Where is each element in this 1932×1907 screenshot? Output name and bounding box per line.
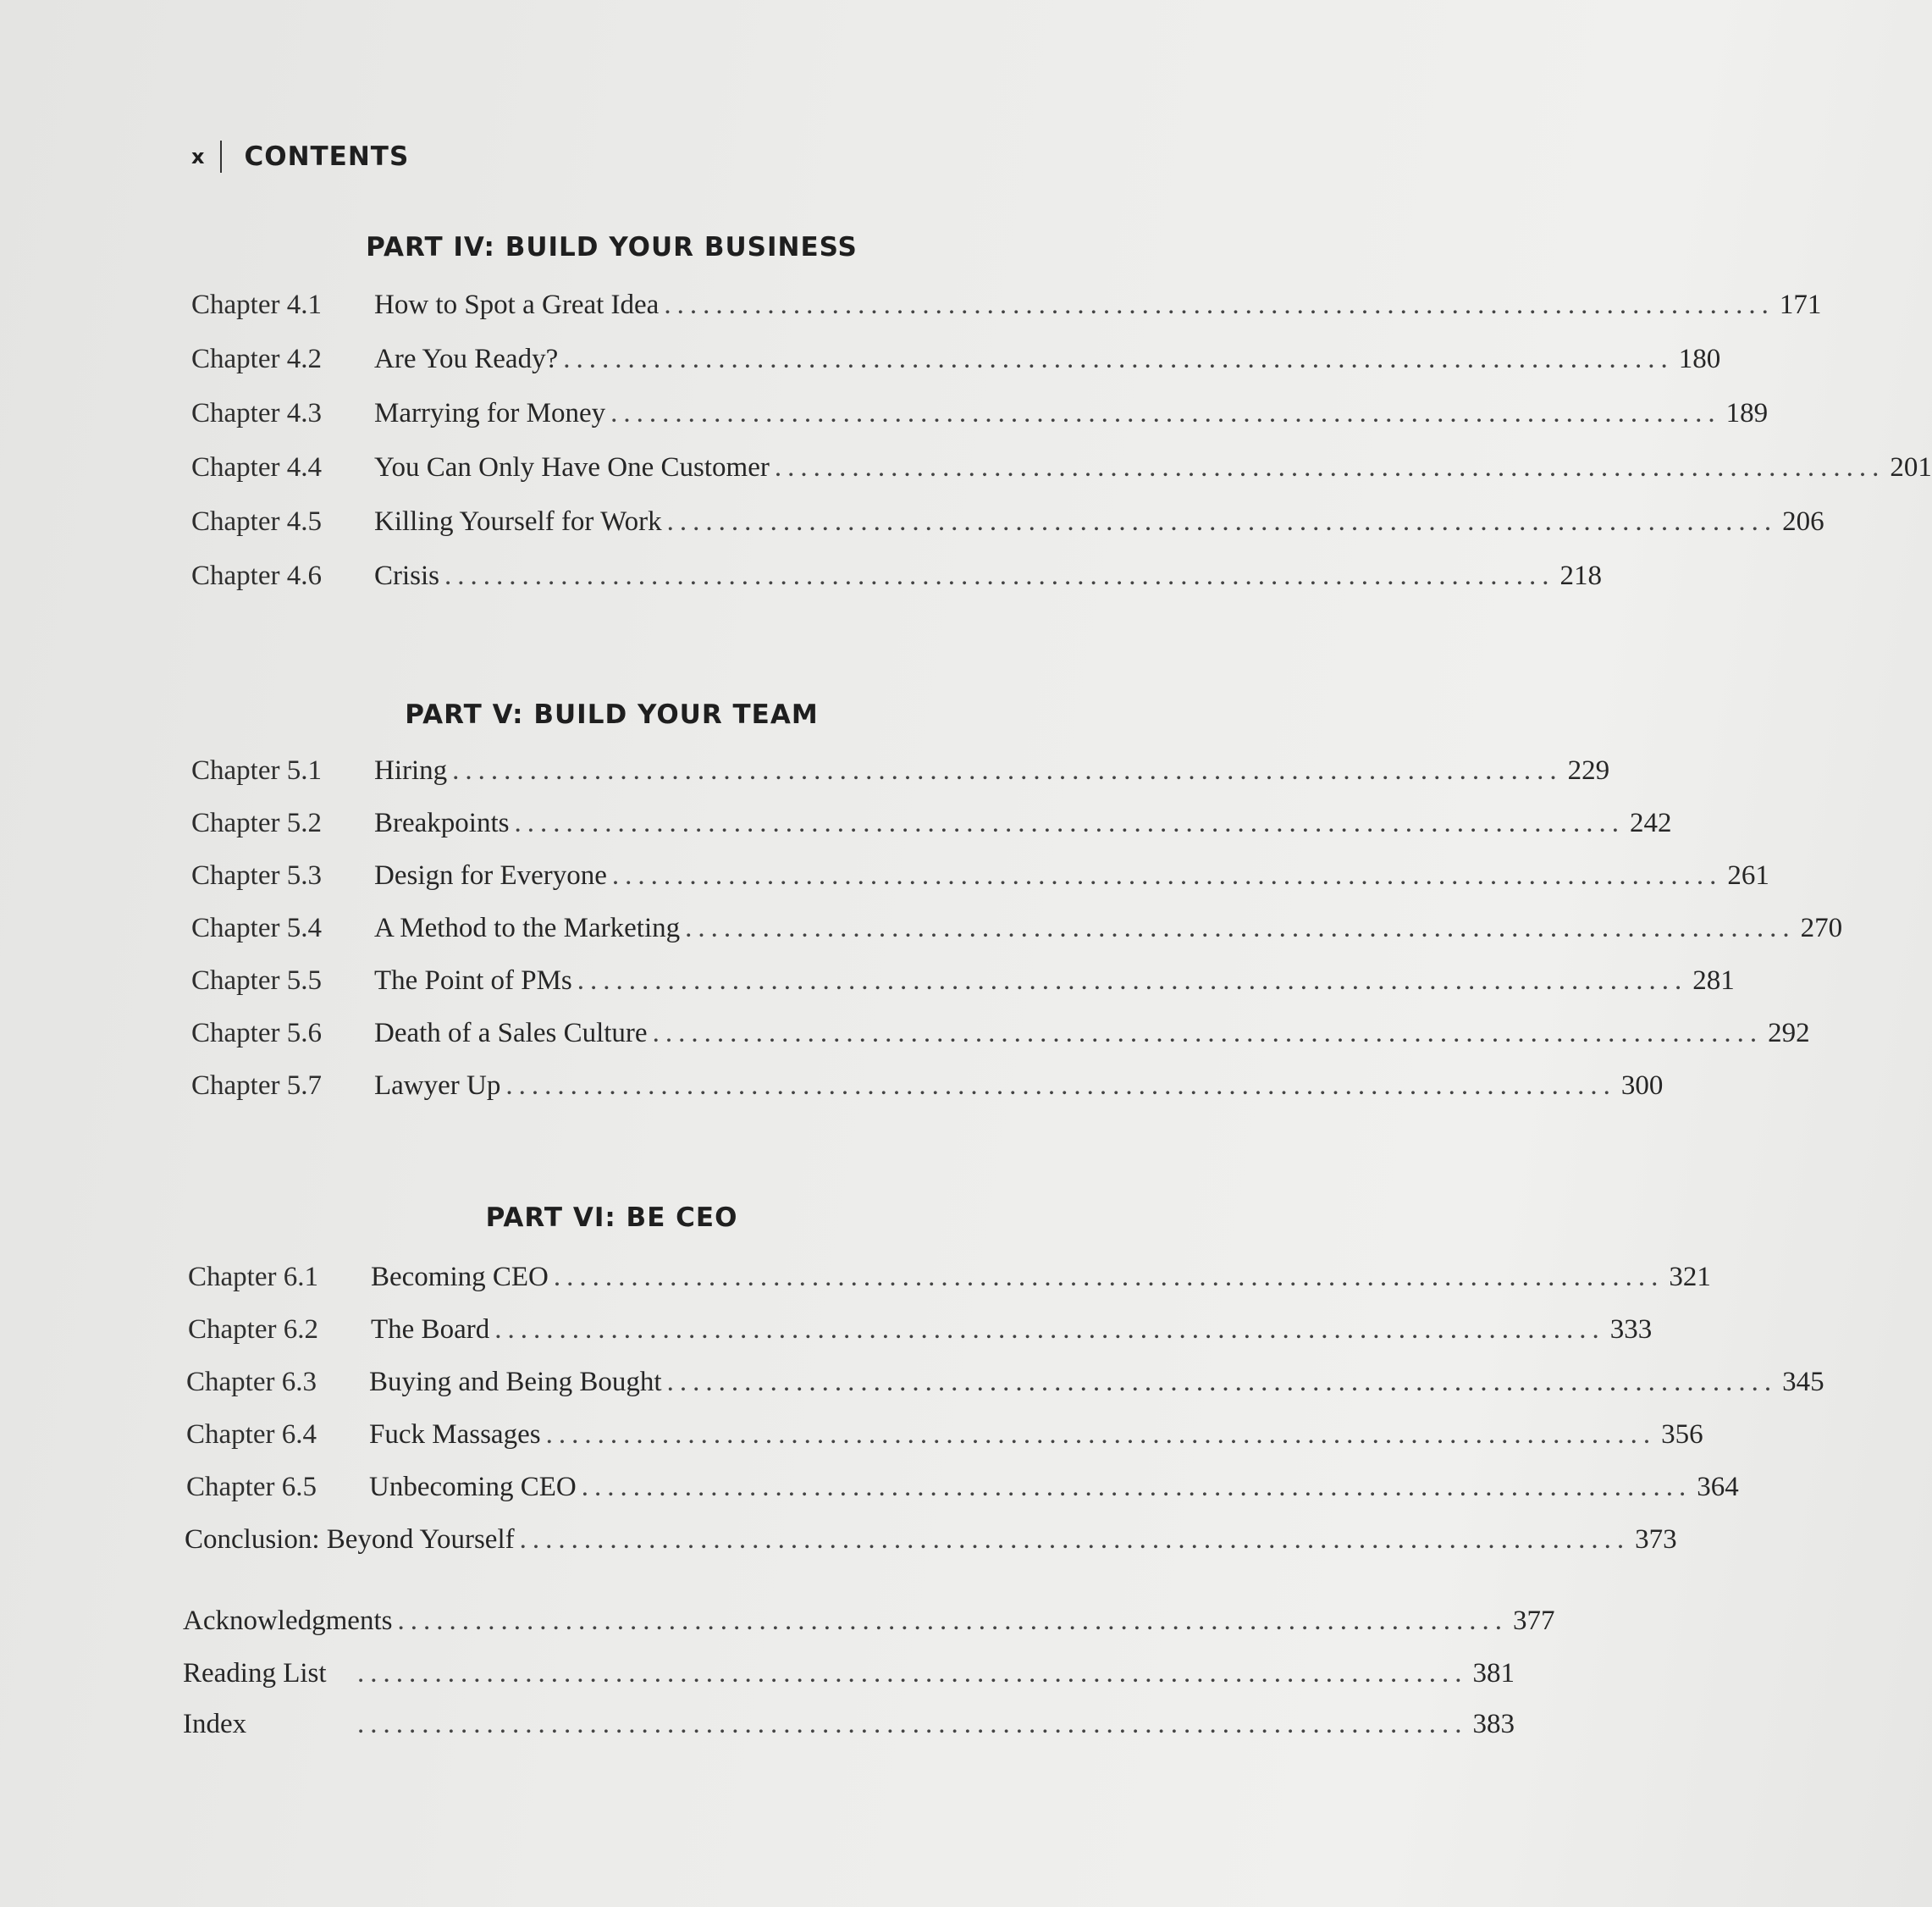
chapter-title: How to Spot a Great Idea — [374, 290, 660, 320]
chapter-title: Killing Yourself for Work — [374, 506, 662, 537]
toc-entry-reading-list[interactable] — [183, 1658, 1515, 1697]
toc-entry[interactable] — [188, 1262, 1711, 1301]
toc-entry[interactable] — [191, 398, 1769, 437]
chapter-title: Lawyer Up — [374, 1070, 501, 1101]
page-number: 383 — [1472, 1709, 1515, 1739]
dot-leader: ...................................................................................... — [397, 1606, 1508, 1636]
chapter-title: The Board — [371, 1314, 490, 1345]
chapter-number: Chapter 5.1 — [191, 755, 322, 786]
page-number: 171 — [1779, 290, 1822, 320]
dot-leader: ...................................................................................... — [553, 1262, 1664, 1292]
part-4-title: PART IV: BUILD YOUR BUSINESS — [366, 232, 858, 263]
chapter-number: Chapter 5.4 — [191, 913, 322, 943]
toc-entry[interactable] — [191, 913, 1843, 952]
toc-entry[interactable] — [191, 290, 1822, 329]
page-title: CONTENTS — [244, 141, 410, 172]
page-number: 321 — [1669, 1262, 1711, 1292]
running-head — [191, 141, 409, 173]
dot-leader: ...................................................................................... — [452, 755, 1563, 786]
page-number: 201 — [1890, 452, 1932, 483]
dot-leader: ...................................................................................... — [494, 1314, 1605, 1345]
back-matter-title: Index — [183, 1709, 247, 1739]
dot-leader: ...................................................................................... — [505, 1070, 1616, 1101]
back-matter-title: Acknowledgments — [183, 1606, 393, 1636]
chapter-number: Chapter 6.3 — [186, 1367, 317, 1397]
page-number: 377 — [1512, 1606, 1555, 1636]
chapter-number: Chapter 5.3 — [191, 860, 322, 891]
page-number: 373 — [1635, 1524, 1677, 1555]
toc-entry[interactable] — [191, 452, 1932, 491]
toc-entry[interactable] — [191, 860, 1769, 899]
back-matter-title: Reading List — [183, 1658, 327, 1689]
dot-leader: ...................................................................................... — [666, 506, 1778, 537]
dot-leader: ...................................................................................... — [610, 398, 1721, 428]
chapter-title: Unbecoming CEO — [369, 1472, 577, 1502]
chapter-title: Fuck Massages — [369, 1419, 541, 1450]
chapter-number: Chapter 4.1 — [191, 290, 322, 320]
chapter-number: Chapter 5.7 — [191, 1070, 322, 1101]
page-number: 381 — [1472, 1658, 1515, 1689]
chapter-number: Chapter 4.5 — [191, 506, 322, 537]
dot-leader: ...................................................................................... — [685, 913, 1796, 943]
toc-entry[interactable] — [191, 755, 1610, 794]
chapter-title: Crisis — [374, 561, 440, 591]
dot-leader: ...................................................................................... — [545, 1419, 1657, 1450]
chapter-number: Chapter 6.4 — [186, 1419, 317, 1450]
page-number: 292 — [1768, 1018, 1810, 1048]
chapter-number: Chapter 6.2 — [188, 1314, 318, 1345]
toc-entry-index[interactable] — [183, 1709, 1515, 1748]
toc-entry[interactable] — [191, 1018, 1810, 1057]
chapter-title: Hiring — [374, 755, 448, 786]
toc-entry[interactable] — [191, 506, 1824, 545]
page-number: 300 — [1620, 1070, 1664, 1101]
toc-entry[interactable] — [186, 1472, 1739, 1511]
dot-leader: ...................................................................................... — [519, 1524, 1631, 1555]
page-number: 364 — [1697, 1472, 1739, 1502]
chapter-number: Chapter 4.4 — [191, 452, 322, 483]
chapter-title: Design for Everyone — [374, 860, 607, 891]
chapter-number: Chapter 5.5 — [191, 965, 322, 996]
toc-entry-acknowledgments[interactable] — [183, 1606, 1555, 1644]
chapter-title: Death of a Sales Culture — [374, 1018, 648, 1048]
toc-entry[interactable] — [186, 1367, 1824, 1406]
toc-entry[interactable] — [191, 965, 1735, 1004]
part-5-title: PART V: BUILD YOUR TEAM — [405, 699, 819, 730]
chapter-title: Becoming CEO — [371, 1262, 549, 1292]
page-number: 206 — [1782, 506, 1824, 537]
page-number: 180 — [1678, 344, 1721, 374]
dot-leader: ...................................................................................... — [444, 561, 1555, 591]
dot-leader: ...................................................................................... — [514, 808, 1625, 838]
chapter-number: Chapter 6.5 — [186, 1472, 317, 1502]
header-divider — [220, 141, 222, 173]
chapter-title: A Method to the Marketing — [374, 913, 681, 943]
toc-entry[interactable] — [188, 1314, 1653, 1353]
dot-leader: ...................................................................................... — [577, 965, 1688, 996]
toc-entry[interactable] — [191, 1070, 1664, 1109]
dot-leader: ...................................................................................... — [664, 290, 1775, 320]
toc-entry[interactable] — [186, 1419, 1703, 1458]
page-number: 270 — [1800, 913, 1843, 943]
dot-leader: ...................................................................................... — [581, 1472, 1692, 1502]
chapter-number: Chapter 4.2 — [191, 344, 322, 374]
conclusion-title: Conclusion: Beyond Yourself — [185, 1524, 515, 1555]
chapter-title: Buying and Being Bought — [369, 1367, 662, 1397]
page-number: 333 — [1609, 1314, 1653, 1345]
page-number: 218 — [1559, 561, 1603, 591]
chapter-number: Chapter 5.2 — [191, 808, 322, 838]
page-number: 261 — [1727, 860, 1769, 891]
toc-entry[interactable] — [191, 561, 1603, 600]
dot-leader: ...................................................................................... — [563, 344, 1674, 374]
chapter-title: The Point of PMs — [374, 965, 572, 996]
page-number: 189 — [1725, 398, 1769, 428]
chapter-number: Chapter 6.1 — [188, 1262, 318, 1292]
chapter-number: Chapter 5.6 — [191, 1018, 322, 1048]
dot-leader: ...................................................................................... — [357, 1709, 1468, 1739]
dot-leader: ...................................................................................... — [666, 1367, 1778, 1397]
toc-entry[interactable] — [191, 344, 1721, 383]
chapter-title: You Can Only Have One Customer — [374, 452, 770, 483]
dot-leader: ...................................................................................... — [652, 1018, 1764, 1048]
page-number: 242 — [1629, 808, 1672, 838]
page-folio: x — [191, 145, 206, 169]
dot-leader: ...................................................................................... — [357, 1658, 1468, 1689]
page-number: 281 — [1692, 965, 1735, 996]
part-6-title: PART VI: BE CEO — [485, 1202, 738, 1233]
toc-entry[interactable] — [191, 808, 1672, 847]
chapter-title: Are You Ready? — [374, 344, 559, 374]
chapter-number: Chapter 4.3 — [191, 398, 322, 428]
chapter-title: Marrying for Money — [374, 398, 606, 428]
page-number: 229 — [1567, 755, 1610, 786]
page-number: 345 — [1782, 1367, 1824, 1397]
dot-leader: ...................................................................................... — [774, 452, 1885, 483]
dot-leader: ...................................................................................... — [611, 860, 1723, 891]
page-number: 356 — [1661, 1419, 1703, 1450]
chapter-title: Breakpoints — [374, 808, 510, 838]
chapter-number: Chapter 4.6 — [191, 561, 322, 591]
toc-entry-conclusion[interactable] — [185, 1524, 1677, 1563]
